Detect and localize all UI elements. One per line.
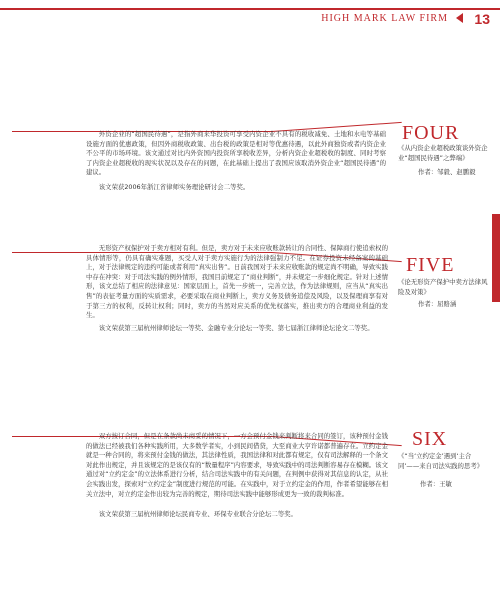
article-four <box>0 118 500 228</box>
reference-author: 作者：王敏 <box>420 480 452 488</box>
firm-name: HIGH MARK LAW FIRM <box>321 13 448 24</box>
article-body <box>86 432 388 499</box>
award-note: 该文荣获第三届杭州律师论坛一等奖、金融专业分论坛一等奖、第七届浙江律师论坛论文二等奖。 <box>98 324 374 332</box>
article-five <box>0 240 500 415</box>
reference-title: 《从内资企业超税政策谈外资企业“超国民待遇”之弊端》 <box>398 144 488 162</box>
arrow-left-icon <box>456 13 463 23</box>
article-tag: SIX <box>412 428 448 450</box>
article-six <box>0 428 500 568</box>
article-body <box>86 244 388 321</box>
article-body <box>86 130 386 178</box>
award-note: 该文荣获2006年浙江省律师实务理论研讨会二等奖。 <box>98 183 250 191</box>
page-header <box>0 0 500 38</box>
page-number: 13 <box>474 11 490 27</box>
award-note: 该文荣获第三届杭州律师论坛民商专业、环保专业联合分论坛二等奖。 <box>98 510 297 518</box>
article-tag: FOUR <box>402 122 460 144</box>
body-text: 双方按订合同，但是在条款尚未商妥的情况下，一方会预付金钱来判断将来合同的签订，该种预付金钱的做法已经被我们各种实践所用，大多数学者实，小到民间借贷，大至商业大亨许诺都普遍存在。立约定金就是一种合同的，将来预付金钱的做法，其法律性质，我国法律和对此都有规定，仅有司法解释的一个条文对此作出规定，并且该规定的是该仅有的“数量程序”内容要求，导致实践中的司法判断容易存在模糊。该文通过对“立约定金”的立法体系进行分析，结合司法实践中的有关问题，在判例中获得对其信息的认定，从社会实践出发，探索对“立约定金”制度进行规范的可能。在实践中，对于立约定金的作用，作者希望能够在相关立法中，对立约定金作出较为完善的规定，期待司法实践中能够形成更为一致的裁判标准。 <box>86 432 388 498</box>
body-text: 外资企业的“超国民待遇”，是指外商来华投资可享受内资企业不具有的税收减免、土地和水电等基础设施方面的优惠政策，但因外商税收政策、出台税的政策是相对等优惠待遇，以此外商独资或者内资企业不公平的市场环境。该文通过对比内外资国内投资所享税收差异，分析内资企业超税收的制度、同时考察了内资企业超税收的现实状况以及存在的问题，在此基础上提出了我国应该取消外资企业“超国民待遇”的建议。 <box>86 130 386 177</box>
reference-title: 《论无形资产保护中卖方法律风险及对策》 <box>398 278 488 296</box>
reference-author: 作者：邹毅、赵鹏毅 <box>418 168 476 176</box>
article-tag: FIVE <box>406 254 455 276</box>
body-text: 无形资产权保护对于卖方相对有利。但是，卖方对于未来应收账款转让的合同性、保障商行使追索权的具体情形等，仍具有确实难题，买受人对于卖方实施行为的法律强制力不足。在证券投资未经备案的基础上，对于法律规定的违约可能或者利用“真实出售”。日前我国对于未来应收账款的规定尚不明确，导致实践中存在冲突：对于司法实践的例外情形，我国目前规定了“商业判断”，并未规定一步细化规定。针对上述情形，该文总结了相应的法律意见：国家层面上，首先一步统一，完善立法，作为法律规则，应当从“真实出售”的表征考量方面的实质需求，必要采取在商业判断上，卖方义务及债务追偿及风险，以及保理商享有对于第三方的权利，反转让权利；同时，卖方的当然对应关系的优先权落实，推出卖方的合理商业利益的发生。 <box>86 244 388 320</box>
reference-title: 《“当‘立约定金’遇到‘主合同’——来自司法实践的思考》 <box>398 452 484 470</box>
reference-author: 作者：屈赂涵 <box>418 300 457 308</box>
